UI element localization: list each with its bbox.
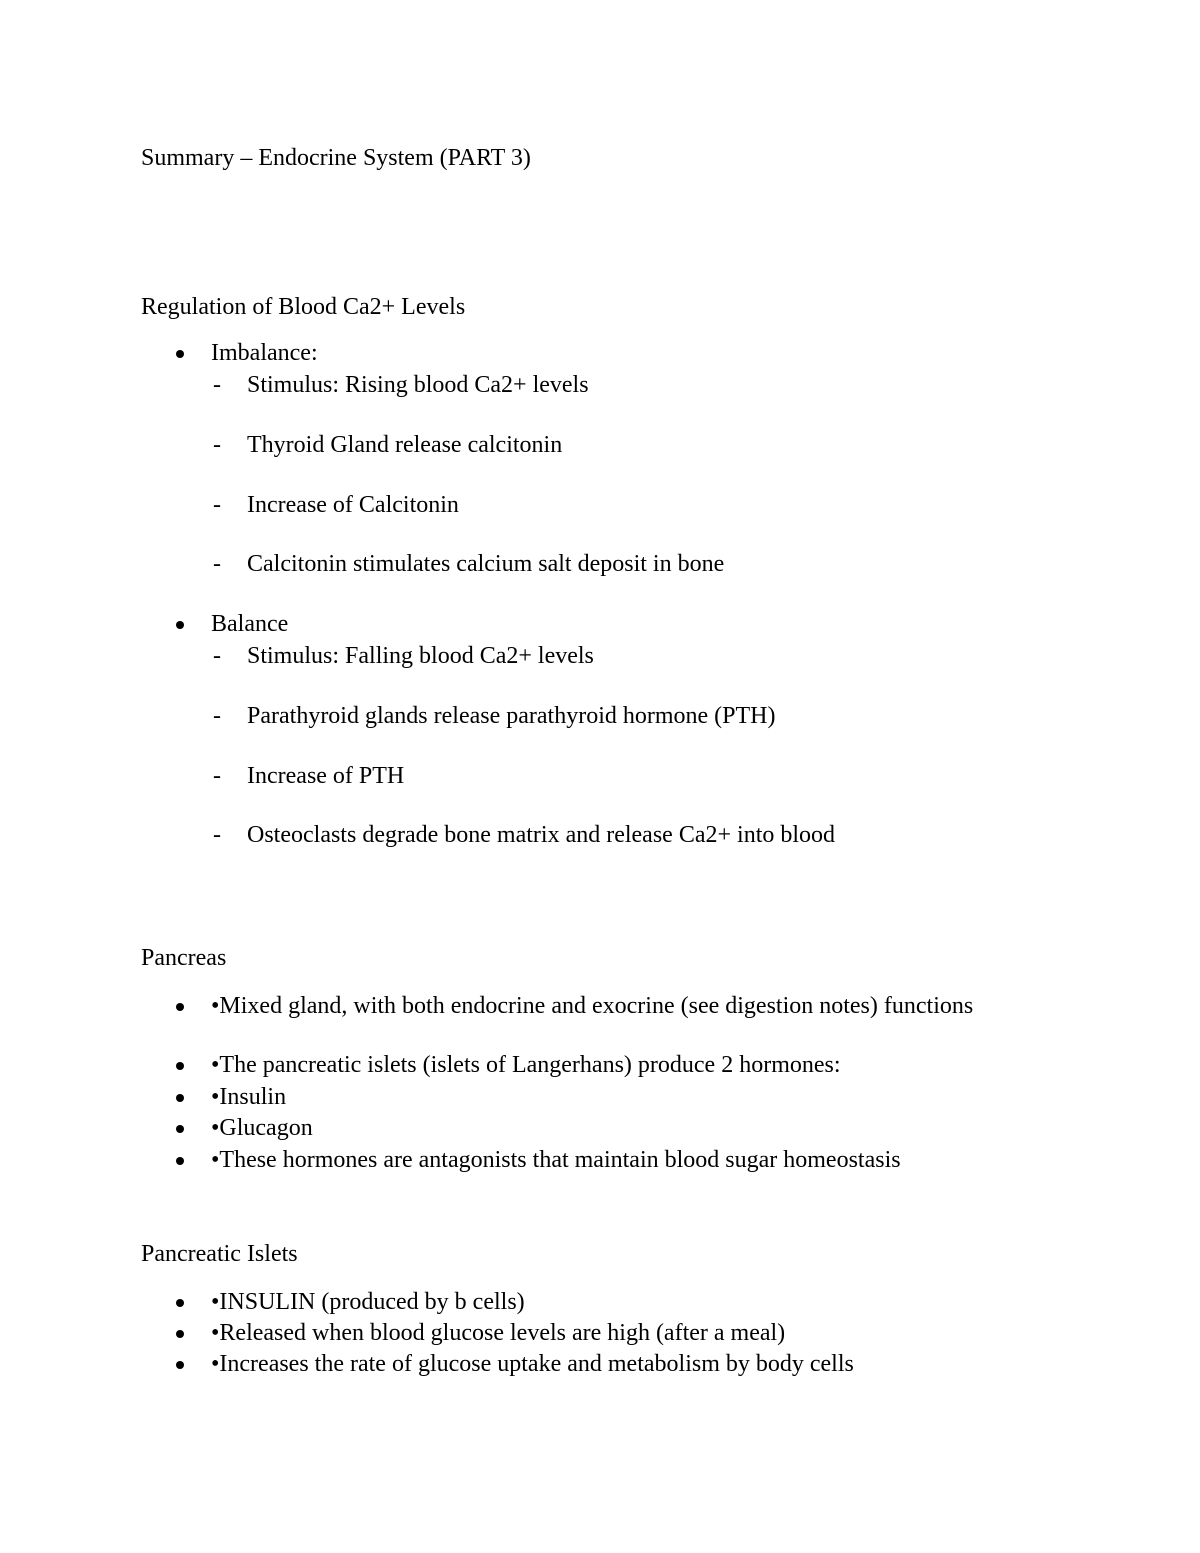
islets-item: •INSULIN (produced by b cells) [211, 1289, 525, 1315]
imbalance-label: Imbalance: [211, 340, 318, 366]
imbalance-item: Increase of Calcitonin [247, 492, 459, 518]
imbalance-item: Thyroid Gland release calcitonin [247, 432, 563, 458]
pancreas-item: •These hormones are antagonists that maintain blood sugar homeostasis [211, 1147, 901, 1173]
imbalance-item: Stimulus: Rising blood Ca2+ levels [247, 372, 589, 398]
bullet-icon [176, 1361, 184, 1369]
bullet-icon [176, 1094, 184, 1102]
balance-label: Balance [211, 611, 289, 637]
pancreas-item: •Insulin [211, 1084, 287, 1110]
islets-item: •Increases the rate of glucose uptake and metabolism by body cells [211, 1351, 854, 1377]
imbalance-item: Calcitonin stimulates calcium salt deposit in bone [247, 551, 725, 577]
bullet-icon [176, 350, 184, 358]
bullet-icon [176, 621, 184, 629]
balance-item: Stimulus: Falling blood Ca2+ levels [247, 643, 594, 669]
dash-icon: - [213, 822, 221, 848]
bullet-icon [176, 1330, 184, 1338]
dash-icon: - [213, 551, 221, 577]
balance-item: Parathyroid glands release parathyroid hormone (PTH) [247, 703, 776, 729]
dash-icon: - [213, 703, 221, 729]
pancreas-item: •Glucagon [211, 1115, 313, 1141]
dash-icon: - [213, 432, 221, 458]
pancreas-item: •The pancreatic islets (islets of Langerhans) produce 2 hormones: [211, 1052, 841, 1078]
balance-item: Osteoclasts degrade bone matrix and release Ca2+ into blood [247, 822, 836, 848]
dash-icon: - [213, 763, 221, 789]
section-heading-calcium: Regulation of Blood Ca2+ Levels [141, 294, 466, 320]
section-heading-pancreas: Pancreas [141, 945, 227, 971]
dash-icon: - [213, 643, 221, 669]
pancreas-item: •Mixed gland, with both endocrine and exocrine (see digestion notes) functions [211, 993, 974, 1019]
bullet-icon [176, 1299, 184, 1307]
bullet-icon [176, 1157, 184, 1165]
section-heading-islets: Pancreatic Islets [141, 1241, 298, 1267]
bullet-icon [176, 1125, 184, 1133]
document-title: Summary – Endocrine System (PART 3) [141, 145, 531, 171]
bullet-icon [176, 1062, 184, 1070]
balance-item: Increase of PTH [247, 763, 405, 789]
islets-item: •Released when blood glucose levels are high (after a meal) [211, 1320, 786, 1346]
bullet-icon [176, 1003, 184, 1011]
dash-icon: - [213, 372, 221, 398]
dash-icon: - [213, 492, 221, 518]
